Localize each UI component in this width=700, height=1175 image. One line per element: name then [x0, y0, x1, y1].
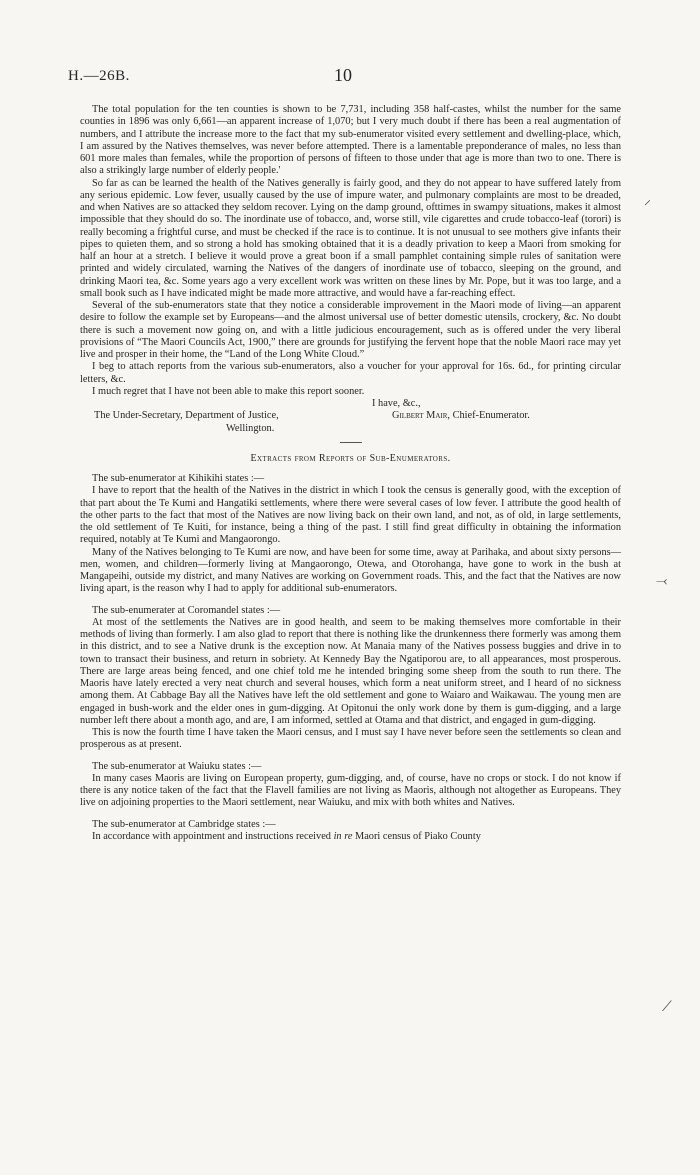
page-number: 10: [334, 65, 352, 85]
paragraph: The total population for the ten counties is shown to be 7,731, including 358 half-castes, whilst the number for the same counties in 1896 was only 6,661—an apparent increase of 1,070; but I very much doubt if there has been a real augmentation of numbers, and I attribute the increase more to the fact that my sub-enumerator visited every settlement and dwelling-place, which, I am assured by the Natives themselves, was never before attempted. There is a lamentable preponderance of males, no less than 601 more males than females, while the proportion of persons of fifteen to those under that age is more than two to one. There is also a strikingly large number of elderly people.': [80, 104, 621, 177]
paragraph: This is now the fourth time I have taken the Maori census, and I must say I have never before seen the settlements so clean and prosperous as at present.: [80, 727, 621, 751]
paragraph: In many cases Maoris are living on European property, gum-digging, and, of course, have no crops or stock. I do not know if there is any notice taken of the fact that the Flavell families are not living as Maoris, although not altogether as Europeans. They live on adjoining properties to the Maori settlement, near Waiuku, and mix with both whites and Natives.: [80, 772, 621, 809]
paragraph: Many of the Natives belonging to Te Kumi are now, and have been for some time, away at Parihaka, and about sixty persons—men, women, and children—formerly living at Mangaorongo, Otewa, and Otorohanga, have gone to work in the bush at Mangapeihi, outside my district, and many Natives are working on Government roads. This, and the fact that the Natives are now living apart, is the reason why I had to apply for additional sub-enumerators.: [80, 546, 621, 595]
section-title: [80, 453, 621, 465]
report-intro: The sub-enumerator at Cambridge states :—: [92, 818, 276, 830]
salutation: I have, &c.,: [372, 398, 421, 409]
report-intro: The sub-enumerator at Waiuku states :—: [92, 760, 262, 772]
signature: [392, 410, 530, 422]
paragraph-text: In accordance with appointment and instructions received: [92, 830, 334, 842]
signer-name: Gilbert Mair,: [392, 410, 450, 422]
italic-phrase: in re: [333, 830, 353, 842]
paragraph: [80, 831, 621, 843]
closing-city-row: [80, 423, 621, 435]
report-intro: The sub-enumerater at Coromandel states :—: [92, 604, 281, 616]
margin-mark: ⟋: [662, 1000, 672, 1015]
paragraph: I have to report that the health of the Natives in the district in which I took the census is generally good, with the exception of that part about the Te Kumi and Hangatiki settlements, where there were several cases of low fever. I attribute the good health of the other parts to the fact that most of the Natives are now living back on their own land, and not, as of old, in large settlements, the old settlement of Te Kuiti, for instance, being a thing of the past. I still find great difficulty in obtaining the information required, notably at Te Kumi and Mangaorongo.: [80, 485, 621, 546]
closing-salutation-row: [80, 398, 621, 410]
addressee-city: Wellington.: [226, 422, 275, 434]
paragraph-text: Maori census of Piako County: [352, 830, 481, 842]
signer-title: Chief-Enumerator.: [452, 410, 530, 422]
closing-addressee-row: [80, 410, 621, 422]
section-divider: [340, 442, 362, 443]
section-title-text: Extracts from Reports of Sub-Enumerators.: [250, 452, 451, 464]
paragraph: So far as can be learned the health of the Natives generally is fairly good, and they do not appear to have suffered lately from any serious epidemic. Low fever, usually caused by the use of impure water, and pulmonary complaints are most to be dreaded, and when Natives are so attacked they seldom recover. Lying on the damp ground, ofttimes in swampy situations, makes it almost impossible that they should do so. The inordinate use of tobacco, and, worse still, vile cigarettes and crude tobacco-leaf (torori) is really becoming a frightful curse, and must be checked if the race is to continue. It is not unusual to see mothers give infants their pipes to quieten them, and so strong a hold has smoking obtained that it is a deadly privation to keep a Maori from smoking for half an hour at a stretch. I believe it would prove a great boon if a small pamphlet containing simple rules of sanitation were printed and widely circulated, warning the Natives of the dangers of inordinate use of tobacco, sleeping on the ground, and drinking Maori tea, &c. Some years ago a very excellent work was written on these lines by Mr. Pope, but it was too large, and a small book such as I have indicated might be made more attractive, and would have a far-reaching effect.: [80, 177, 621, 299]
margin-mark: ⸍: [644, 199, 651, 214]
page-header: [68, 65, 352, 90]
paragraph: At most of the settlements the Natives are in good health, and seem to be making themselves more comfortable in their methods of living than formerly. I am also glad to report that there is nothing like the drunkenness there formerly was among them in this district, and to see a Native drunk is the exception now. At Manaia many of the Natives possess buggies and drive in to town to transact their business, and return in sobriety. At Kennedy Bay the Ngatiporou are, to all appearances, most prosperous. There are large areas being fenced, and one chief told me he intended bringing some sheep from the south to run there. The Maoris have lately erected a very neat church and several houses, which form a neat uniform street, and I heard of no sickness among them. At Cabbage Bay all the Natives have left the old settlement and gone to Waiaro and Waikawau. The young men are engaged in bush-work and the elder ones in gum-digging. At Opitonui the only work done by them is gum-digging, and a large number left there about a month ago, and are, I am informed, settled at Otama and that district, and engaged in gum-digging.: [80, 616, 621, 726]
paragraph: I much regret that I have not been able to make this report sooner.: [92, 385, 365, 397]
paragraph: Several of the sub-enumerators state that they notice a considerable improvement in the Maori mode of living—an apparent desire to follow the example set by Europeans—and the almost universal use of better domestic utensils, crockery, &c. No doubt there is such a movement now going on, and with a little judicious encouragement, such as is offered under the very liberal provisions of “The Maori Councils Act, 1900,” there are grounds for justifying the fervent hope that the noble Maori race may yet live and prosper in their home, the “Land of the Long White Cloud.”: [80, 300, 621, 360]
document-reference: H.—26B.: [68, 68, 130, 84]
body-text: [80, 104, 621, 843]
report-intro: The sub-enumerator at Kihikihi states :—: [92, 473, 265, 484]
addressee: The Under-Secretary, Department of Justice,: [94, 410, 279, 422]
margin-mark: ⤙: [656, 574, 668, 589]
paragraph: I beg to attach reports from the various sub-enumerators, also a voucher for your approval for 16s. 6d., for printing circular letters, &c.: [80, 361, 621, 385]
